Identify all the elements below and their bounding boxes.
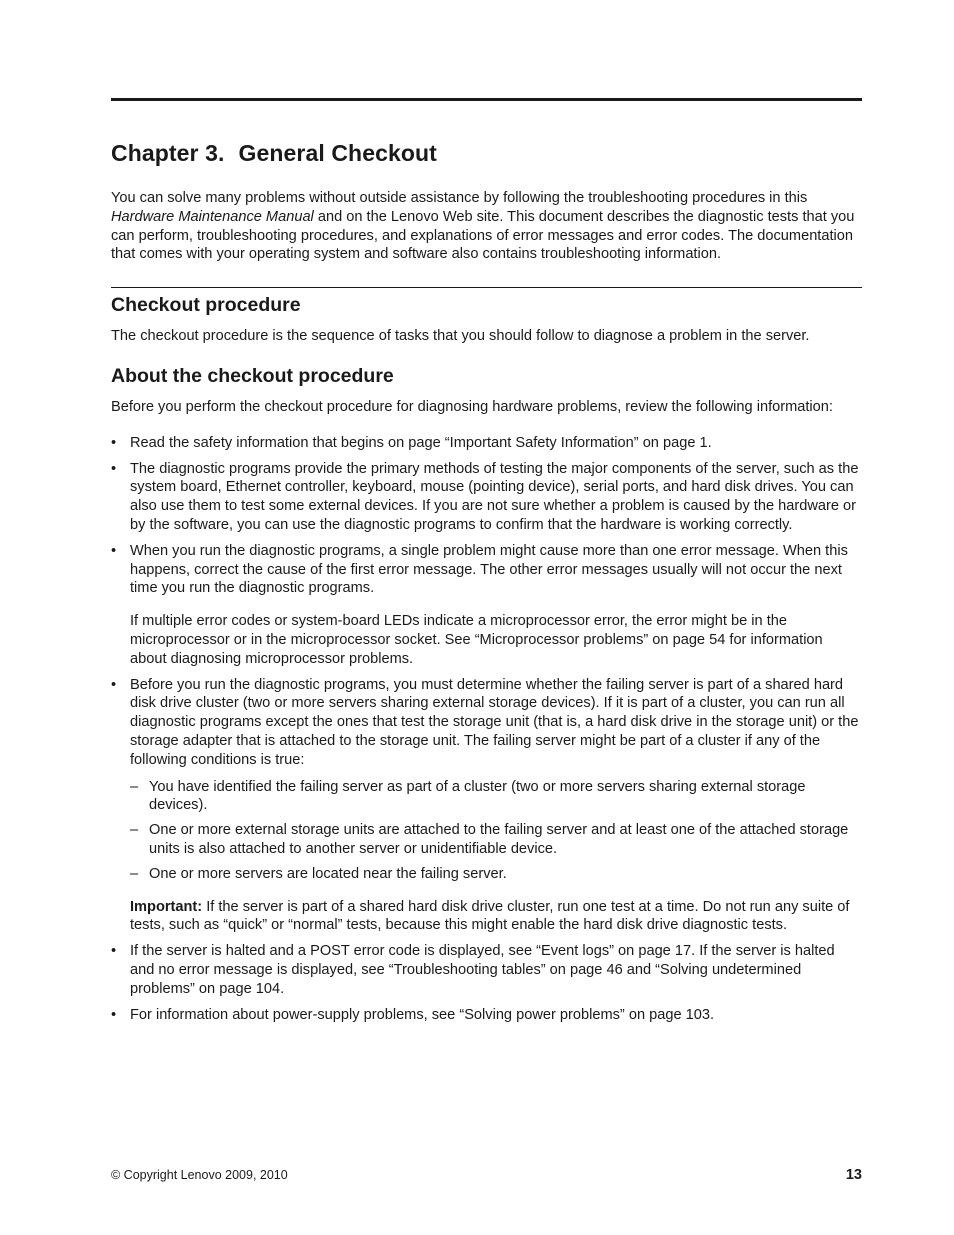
page-footer [111,1166,862,1184]
dash-item: – One or more external storage units are attached to the failing server and at least one of the attached storage units is also attached to another server or unidentifiable device. [130,821,862,859]
page-number: 13 [845,1167,862,1183]
document-page [111,98,862,1031]
important-note [130,898,862,936]
list-item [111,1006,862,1025]
bullet-text: For information about power-supply problems, see “Solving power problems” on page 103. [130,1006,715,1023]
checkout-procedure-heading: Checkout procedure [111,294,301,317]
bullet-text: If the server is halted and a POST error code is displayed, see “Event logs” on page 17. If the server is halted and no error message is displayed, see “Troubleshooting tables” on page 46 and “Solving undetermined problems” on page 104. [130,943,835,997]
list-item [111,942,862,998]
important-text: If the server is part of a shared hard disk drive cluster, run one test at a time. Do not run any suite of tests, such as “quick” or “normal” tests, because this might enable the hard disk drive diagnostic tests. [130,898,850,934]
intro-text-start: You can solve many problems without outside assistance by following the troubleshooting procedures in this [111,190,808,206]
manual-title-italic: Hardware Maintenance Manual [111,208,314,225]
bullet-text: The diagnostic programs provide the primary methods of testing the major components of the server, such as the system board, Ethernet controller, keyboard, mouse (pointing device), serial ports, and hard disk drives. You can also use them to test some external devices. If you are not sure whether a problem is caused by the hardware or by the software, you can use the diagnostic programs to confirm that the hardware is working correctly. [130,460,859,533]
intro-text-end: and on the Lenovo Web site. This document describes the diagnostic tests that you can perform, troubleshooting procedures, and explanations of error messages and error codes. The documentation that comes with your operating system and software also contains troubleshooting information. [111,208,855,263]
list-item [111,434,862,453]
important-label: Important: [130,898,203,915]
chapter-title [111,139,862,167]
chapter-top-rule [111,98,862,101]
dash-item: – You have identified the failing server as part of a cluster (two or more servers sharing external storage devices). [130,778,862,816]
about-checkout-intro: Before you perform the checkout procedure for diagnosing hardware problems, review the following information: [111,398,833,415]
about-checkout-heading: About the checkout procedure [111,364,394,387]
list-item [111,676,862,936]
checkout-bullet-list [111,434,862,1025]
dash-item: – One or more servers are located near the failing server. [130,865,862,884]
bullet-text: Before you run the diagnostic programs, you must determine whether the failing server is part of a shared hard disk drive cluster (two or more servers sharing external storage devices). If it is part of a cluster, you can run all diagnostic programs except the ones that test the storage unit (that is, a hard disk drive in the storage unit) or the storage adapter that is attached to the storage unit. The failing server might be part of a cluster if any of the following conditions is true: [130,676,859,768]
bullet-sub-paragraph: If multiple error codes or system-board LEDs indicate a microprocessor error, the error might be in the microprocessor or in the microprocessor socket. See “Microprocessor problems” on page 54 for information about diagnosing microprocessor problems. [130,613,823,667]
checkout-procedure-text: The checkout procedure is the sequence of tasks that you should follow to diagnose a problem in the server. [111,328,810,345]
section-rule [111,287,862,288]
list-item [111,542,862,669]
cluster-conditions-list [130,778,862,884]
chapter-intro [111,189,862,264]
bullet-text: Read the safety information that begins on page “Important Safety Information” on page 1. [130,434,712,451]
chapter-number: Chapter 3. [111,140,225,166]
bullet-text: When you run the diagnostic programs, a single problem might cause more than one error message. When this happens, correct the cause of the first error message. The other error messages usually will not occur the next time you run the diagnostic programs. [130,542,848,597]
list-item [111,460,862,535]
chapter-title-text: General Checkout [238,140,437,166]
copyright-notice: © Copyright Lenovo 2009, 2010 [111,1168,288,1182]
